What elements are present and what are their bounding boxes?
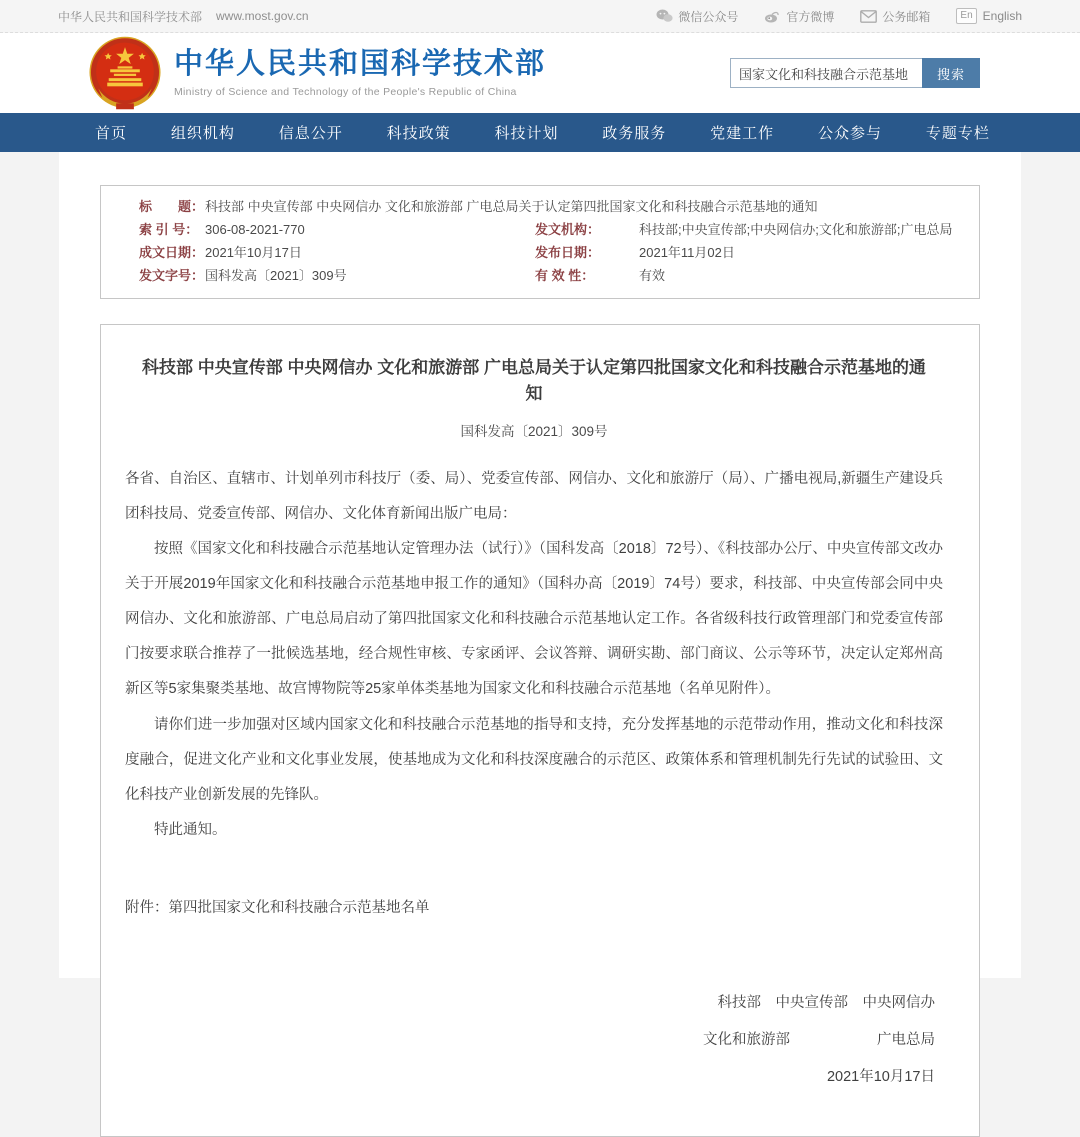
document-body-card <box>100 324 980 1137</box>
signature-block <box>125 985 943 1096</box>
site-header <box>0 33 1080 113</box>
search-button[interactable]: 搜索 <box>922 58 980 88</box>
wechat-link[interactable] <box>656 8 738 25</box>
meta-index-label: 索 引 号： <box>139 221 199 237</box>
nav-item-party-building[interactable]: 党建工作 <box>710 125 775 142</box>
signature-line-2: 文化和旅游部 广电总局 <box>703 1031 935 1048</box>
weibo-link[interactable] <box>764 8 834 25</box>
content-area <box>0 152 1080 1085</box>
meta-row-dates <box>101 242 979 265</box>
wechat-label: 微信公众号 <box>678 9 739 24</box>
document-number: 国科发高〔2021〕309号 <box>460 424 608 439</box>
nav-item-info-disclosure[interactable]: 信息公开 <box>278 125 343 142</box>
meta-row-title <box>101 195 979 218</box>
meta-publish-date-label: 发布日期： <box>535 245 601 260</box>
nav-item-special-topics[interactable]: 专题专栏 <box>925 125 990 142</box>
document-title: 科技部 中央宣传部 中央网信办 文化和旅游部 广电总局关于认定第四批国家文化和科技融合示范基地的通知 <box>142 358 926 403</box>
en-badge-icon: En <box>956 8 976 24</box>
mail-label: 公务邮箱 <box>882 9 931 24</box>
signature-date: 2021年10月17日 <box>826 1068 935 1085</box>
meta-agency-label: 发文机构： <box>535 221 601 237</box>
page-container <box>59 152 1021 1085</box>
meta-title-label: 标 题： <box>139 198 205 214</box>
mail-link[interactable] <box>860 8 930 25</box>
meta-written-date-value: 2021年10月17日 <box>205 245 302 260</box>
main-nav <box>0 113 1080 152</box>
attachment-link[interactable]: 附件：第四批国家文化和科技融合示范基地名单 <box>125 899 430 916</box>
meta-written-date-label: 成文日期： <box>139 245 205 260</box>
mail-icon <box>860 9 876 23</box>
meta-doc-number-label: 发文字号： <box>139 268 205 284</box>
meta-index-value: 306-08-2021-770 <box>205 221 305 237</box>
paragraph-requirements: 请你们进一步加强对区域内国家文化和科技融合示范基地的指导和支持，充分发挥基地的示范带动作用，推动文化和科技深度融合，促进文化产业和文化事业发展，使基地成为文化和科技深度融合的示范区、政策体系和管理机制先行先试的试验田、文化科技产业创新发展的先锋队。 <box>125 716 943 803</box>
nav-item-sci-policy[interactable]: 科技政策 <box>386 125 451 142</box>
national-emblem-logo <box>88 35 162 111</box>
paragraph-basis: 按照《国家文化和科技融合示范基地认定管理办法（试行）》（国科发高〔2018〕72号）、《科技部办公厅、中央宣传部文改办关于开展2019年国家文化和科技融合示范基地申报工作的通知》（国科办高〔2019〕74号）要求，科技部、中央宣传部会同中央网信办、文化和旅游部、广电总局启动了第四批国家文化和科技融合示范基地认定工作。各省级科技行政管理部门和党委宣传部门按要求联合推荐了一批候选基地，经合规性审核、专家函评、会议答辩、调研实勘、部门商议、公示等环节，决定认定郑州高新区等5家集聚类基地、故宫博物院等25家单体类基地为国家文化和科技融合示范基地（名单见附件）。 <box>125 541 943 698</box>
meta-validity-label: 有 效 性： <box>535 268 595 284</box>
document-metadata-card <box>100 185 980 299</box>
document-text <box>125 462 943 848</box>
meta-publish-date-value: 2021年11月02日 <box>639 245 735 260</box>
topbar-site-name: 中华人民共和国科学技术部 <box>58 9 203 24</box>
meta-agency-value: 科技部;中央宣传部;中央网信办;文化和旅游部;广电总局 <box>639 221 953 237</box>
paragraph-addressees: 各省、自治区、直辖市、计划单列市科技厅（委、局）、党委宣传部、网信办、文化和旅游厅（局）、广播电视局,新疆生产建设兵团科技局、党委宣传部、网信办、文化体育新闻出版广电局： <box>125 471 943 523</box>
meta-doc-number-value: 国科发高〔2021〕309号 <box>205 268 347 284</box>
nav-item-public-participation[interactable]: 公众参与 <box>818 125 883 142</box>
search-input[interactable] <box>730 58 922 88</box>
meta-row-index <box>101 218 979 241</box>
nav-item-home[interactable]: 首页 <box>95 125 128 142</box>
meta-validity-value: 有效 <box>639 268 666 284</box>
weibo-icon <box>764 9 780 23</box>
top-utility-bar <box>0 0 1080 33</box>
signature-line-1: 科技部 中央宣传部 中央网信办 <box>717 994 935 1011</box>
weibo-label: 官方微博 <box>786 9 835 24</box>
english-link[interactable] <box>956 8 1022 24</box>
site-title: 中华人民共和国科学技术部 <box>174 48 547 81</box>
wechat-icon <box>656 9 672 23</box>
site-subtitle: Ministry of Science and Technology of the People's Republic of China <box>174 85 517 98</box>
topbar-site-url: www.most.gov.cn <box>216 9 309 23</box>
meta-title-value: 科技部 中央宣传部 中央网信办 文化和旅游部 广电总局关于认定第四批国家文化和科技融合示范基地的通知 <box>205 198 818 214</box>
english-label: English <box>982 9 1022 23</box>
nav-item-gov-services[interactable]: 政务服务 <box>602 125 667 142</box>
nav-item-sci-programs[interactable]: 科技计划 <box>494 125 559 142</box>
meta-row-number <box>101 265 979 288</box>
paragraph-closing: 特此通知。 <box>154 821 227 838</box>
nav-item-organization[interactable]: 组织机构 <box>170 125 235 142</box>
